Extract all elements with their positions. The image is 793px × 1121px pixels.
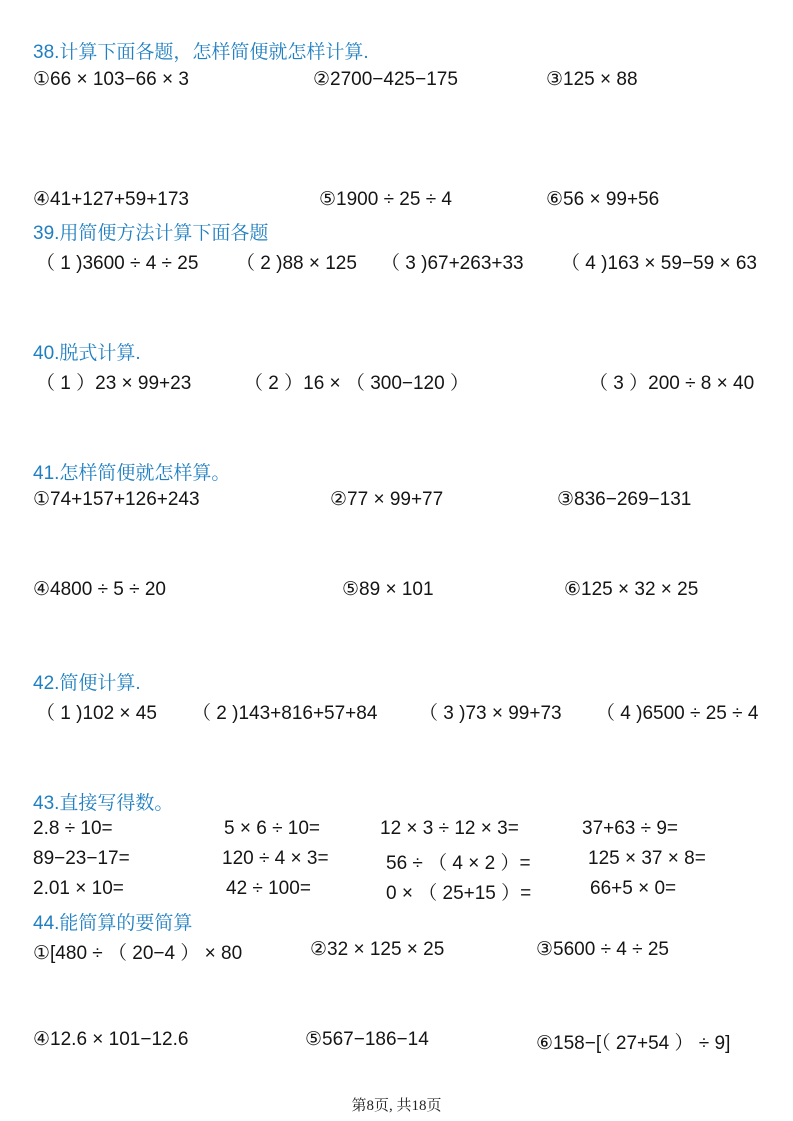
q43-item-8: 125 × 37 × 8=: [588, 848, 706, 869]
q39-item-1: （ 1 )3600 ÷ 4 ÷ 25: [36, 253, 199, 274]
q38-item-5: ⑤1900 ÷ 25 ÷ 4: [319, 189, 452, 210]
q41-item-1: ①74+157+126+243: [33, 489, 200, 510]
q39-item-4: （ 4 )163 × 59−59 × 63: [561, 253, 757, 274]
q38-item-1: ①66 × 103−66 × 3: [33, 69, 189, 90]
q39-item-2: （ 2 )88 × 125: [236, 253, 357, 274]
q38-item-6: ⑥56 × 99+56: [546, 189, 660, 210]
q43-item-2: 5 × 6 ÷ 10=: [224, 818, 321, 839]
q42-title: 42.简便计算.: [33, 673, 141, 694]
q42-item-2: （ 2 )143+816+57+84: [192, 703, 378, 724]
q43-item-11: 0 × （ 25+15 ）=: [386, 883, 532, 904]
q41-item-2: ②77 × 99+77: [330, 489, 444, 510]
q43-item-6: 120 ÷ 4 × 3=: [222, 848, 329, 869]
q44-item-6: ⑥158−[（ 27+54 ） ÷ 9]: [536, 1033, 731, 1054]
q42-item-4: （ 4 )6500 ÷ 25 ÷ 4: [596, 703, 759, 724]
q41-item-6: ⑥125 × 32 × 25: [564, 579, 699, 600]
q38-title: 38.计算下面各题，怎样简便就怎样计算.: [33, 42, 369, 63]
q40-item-1: （ 1 ）23 × 99+23: [36, 373, 192, 394]
q43-item-4: 37+63 ÷ 9=: [582, 818, 679, 839]
q42-item-1: （ 1 )102 × 45: [36, 703, 157, 724]
q41-item-3: ③836−269−131: [557, 489, 692, 510]
q43-title: 43.直接写得数。: [33, 793, 174, 814]
q44-title: 44.能简算的要简算: [33, 913, 193, 934]
q43-item-9: 2.01 × 10=: [33, 878, 124, 899]
q41-title: 41.怎样简便就怎样算。: [33, 463, 231, 484]
q38-item-4: ④41+127+59+173: [33, 189, 189, 210]
q38-item-2: ②2700−425−175: [313, 69, 458, 90]
q40-item-3: （ 3 ）200 ÷ 8 × 40: [589, 373, 755, 394]
q44-item-4: ④12.6 × 101−12.6: [33, 1029, 189, 1050]
q41-item-4: ④4800 ÷ 5 ÷ 20: [33, 579, 166, 600]
q44-item-1: ①[480 ÷ （ 20−4 ） × 80: [33, 943, 243, 964]
q39-item-3: （ 3 )67+263+33: [381, 253, 524, 274]
q43-item-5: 89−23−17=: [33, 848, 130, 869]
page-footer: 第8页, 共18页: [351, 1098, 442, 1114]
q44-item-3: ③5600 ÷ 4 ÷ 25: [536, 939, 669, 960]
q42-item-3: （ 3 )73 × 99+73: [419, 703, 562, 724]
q43-item-7: 56 ÷ （ 4 × 2 ）=: [386, 853, 531, 874]
q44-item-5: ⑤567−186−14: [305, 1029, 429, 1050]
q39-title: 39.用简便方法计算下面各题: [33, 223, 269, 244]
q38-item-3: ③125 × 88: [546, 69, 638, 90]
q41-item-5: ⑤89 × 101: [342, 579, 434, 600]
q40-item-2: （ 2 ）16 × （ 300−120 ）: [244, 373, 469, 394]
q40-title: 40.脱式计算.: [33, 343, 141, 364]
q43-item-3: 12 × 3 ÷ 12 × 3=: [380, 818, 519, 839]
q43-item-10: 42 ÷ 100=: [226, 878, 311, 899]
q43-item-12: 66+5 × 0=: [590, 878, 677, 899]
q43-item-1: 2.8 ÷ 10=: [33, 818, 113, 839]
q44-item-2: ②32 × 125 × 25: [310, 939, 445, 960]
